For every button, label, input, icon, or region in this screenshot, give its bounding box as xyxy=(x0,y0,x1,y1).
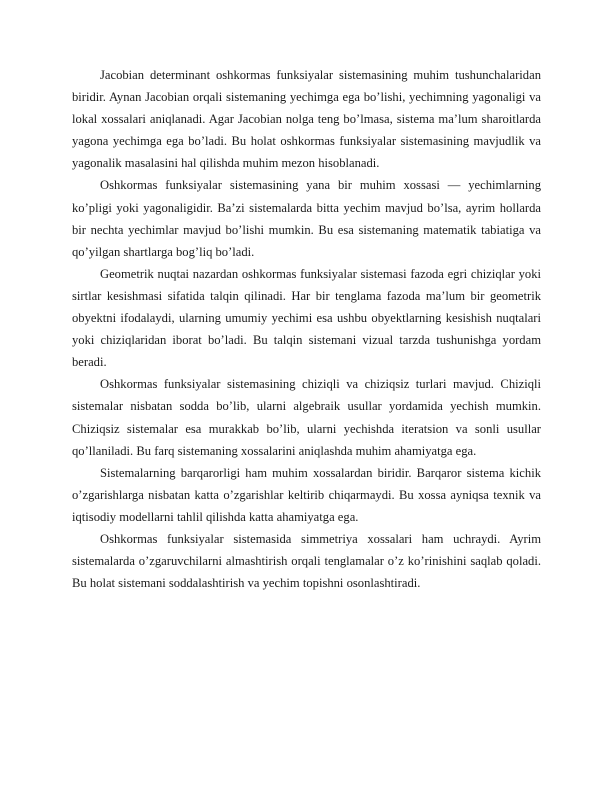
paragraph-symmetry: Oshkormas funksiyalar sistemasida simmetriya xossalari ham uchraydi. Ayrim sistemalarda o’zgaruvchilarni almashtirish orqali tenglamalar o’z ko’rinishini saqlab qoladi. Bu holat sistemani soddalashtirish va yechim topishni osonlashtiradi. xyxy=(72,531,541,591)
paragraph-solution-uniqueness: Oshkormas funksiyalar sistemasining yana bir muhim xossasi — yechimlarning ko’pligi yoki yagonaligidir. Ba’zi sistemalarda bitta yechim mavjud bo’lsa, ayrim hollarda bir nechta yechimlar mavjud bo’lishi mumkin. Bu esa sistemaning matematik tabiatiga va qo’yilgan shartlarga bog’liq bo’ladi. xyxy=(72,178,541,259)
paragraph-linear-nonlinear: Oshkormas funksiyalar sistemasining chiziqli va chiziqsiz turlari mavjud. Chiziqli sistemalar nisbatan sodda bo’lib, ularni algebraik usullar yordamida yechish mumkin. Chiziqsiz sistemalar esa murakkab bo’lib, ularni yechishda iteratsion va sonli usullar qo’llaniladi. Bu farq sistemaning xossalarini aniqlashda muhim ahamiyatga ega. xyxy=(72,377,541,458)
paragraph-geometric-interpretation: Geometrik nuqtai nazardan oshkormas funksiyalar sistemasi fazoda egri chiziqlar yoki sirtlar kesishmasi sifatida talqin qilinadi. Har bir tenglama fazoda ma’lum bir geometrik obyektni ifodalaydi, ularning umumiy yechimi esa ushbu obyektlarning kesishish nuqtalari yoki chiziqlaridan iborat bo’ladi. Bu talqin sistemani vizual tarzda tushunishga yordam beradi. xyxy=(72,266,541,370)
paragraph-jacobian: Jacobian determinant oshkormas funksiyalar sistemasining muhim tushunchalaridan biridir. Aynan Jacobian orqali sistemaning yechimga ega bo’lishi, yechimning yagonaligi va lokal xossalari aniqlanadi. Agar Jacobian nolga teng bo’lmasa, sistema ma’lum sharoitlarda yagona yechimga ega bo’ladi. Bu holat oshkormas funksiyalar sistemasining mavjudlik va yagonalik masalasini hal qilishda muhim mezon hisoblanadi. xyxy=(72,68,541,171)
paragraph-stability: Sistemalarning barqarorligi ham muhim xossalardan biridir. Barqaror sistema kichik o’zgarishlarga nisbatan katta o’zgarishlar keltirib chiqarmaydi. Bu xossa ayniqsa texnik va iqtisodiy modellarni tahlil qilishda katta ahamiyatga ega. xyxy=(72,465,541,524)
document-body xyxy=(72,64,541,594)
